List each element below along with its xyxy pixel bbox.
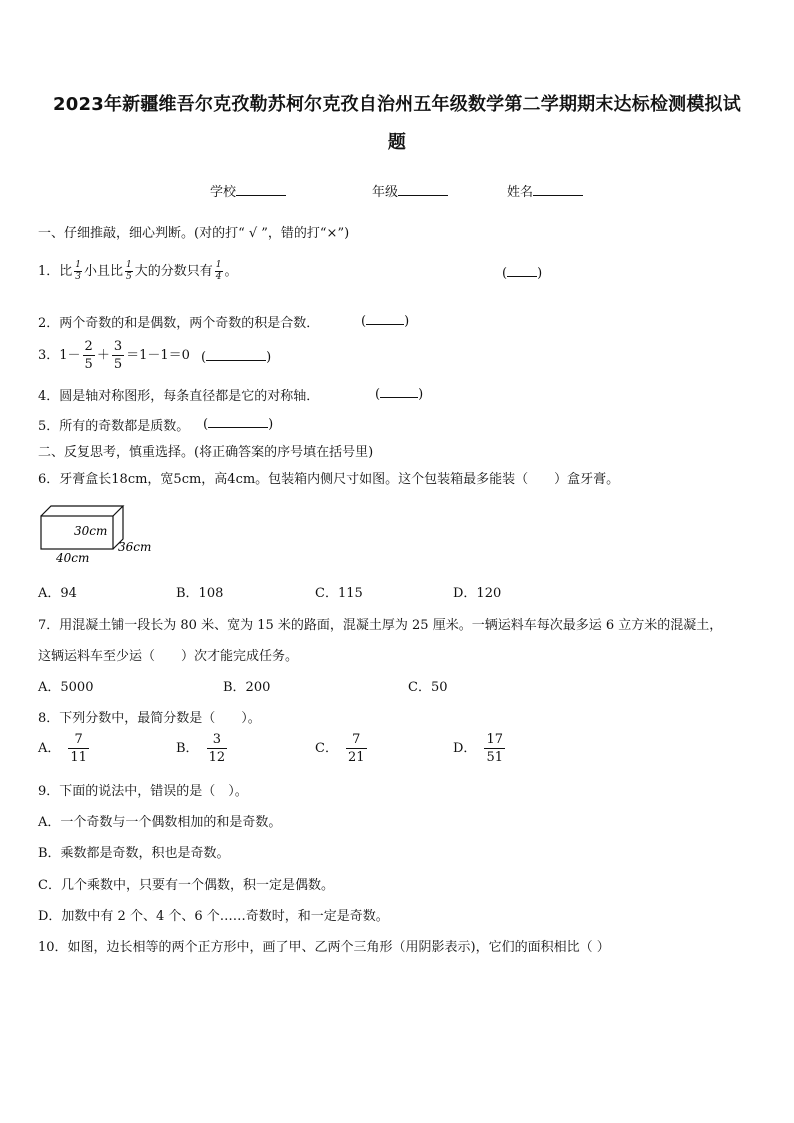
- q9-option-d[interactable]: D．加数中有 2 个、4 个、6 个……奇数时，和一定是奇数。: [38, 909, 389, 924]
- name-field: [507, 181, 583, 200]
- fraction: $\frac{2}{5}$: [84, 339, 93, 372]
- question-6: 6．牙膏盒长18cm，宽5cm，高4cm。包装箱内侧尺寸如图。这个包装箱最多能装（ ）盒牙膏。: [38, 472, 620, 487]
- q7-option-a[interactable]: A．5000: [38, 680, 94, 695]
- q6-option-a[interactable]: A．94: [38, 586, 77, 601]
- q8-option-b[interactable]: B． $\frac{3}{12}$: [176, 732, 226, 765]
- fraction: $\frac{3}{12}$: [208, 732, 226, 765]
- question-10: 10．如图，边长相等的两个正方形中，画了甲、乙两个三角形（用阴影表示)，它们的面积相比（ ）: [38, 940, 610, 955]
- question-3: 3．1－ $\frac{2}{5}$ ＋ $\frac{3}{5}$ ＝1－1＝0: [38, 339, 190, 372]
- fraction: $\frac{3}{5}$: [113, 339, 123, 372]
- school-field: [210, 181, 286, 200]
- box-length-label: 40cm: [56, 551, 90, 565]
- answer-blank-3[interactable]: ( ): [201, 350, 272, 365]
- q8-option-a[interactable]: A． $\frac{7}{11}$: [38, 732, 87, 765]
- title-line-2: 题: [387, 132, 407, 153]
- school-label: 学校: [210, 185, 237, 200]
- box-figure: [38, 504, 158, 568]
- name-label: 姓名: [507, 185, 534, 200]
- exam-title: [30, 86, 764, 162]
- question-1: 1．比 $\frac{1}{3}$ 小且比 $\frac{1}{5}$ 大的分数只有 $\frac{1}{4}$ 。: [38, 260, 238, 282]
- answer-blank-5[interactable]: ( ): [203, 417, 274, 432]
- box-width-label: 30cm: [74, 524, 108, 538]
- name-blank: [533, 182, 583, 196]
- box-depth-label: 36cm: [118, 540, 152, 554]
- title-line-1: 2023年新疆维吾尔克孜勒苏柯尔克孜自治州五年级数学第二学期期末达标检测模拟试: [53, 94, 741, 115]
- question-5: 5．所有的奇数都是质数。: [38, 419, 190, 434]
- question-8: 8．下列分数中，最简分数是（ ）。: [38, 711, 261, 726]
- question-7-line-2: 这辆运料车至少运（ ）次才能完成任务。: [38, 649, 299, 664]
- fraction: $\frac{1}{4}$: [215, 260, 222, 282]
- fraction: $\frac{1}{3}$: [75, 260, 82, 282]
- q6-option-c[interactable]: C．115: [315, 586, 363, 601]
- question-7-line-1: 7．用混凝土铺一段长为 80 米、宽为 15 米的路面，混凝土厚为 25 厘米。一辆运料车每次最多运 6 立方米的混凝土，: [38, 618, 723, 633]
- q8-option-d[interactable]: D． $\frac{17}{51}$: [453, 732, 503, 765]
- fraction: $\frac{7}{11}$: [70, 732, 87, 765]
- fraction: $\frac{7}{21}$: [347, 732, 365, 765]
- q9-option-a[interactable]: A．一个奇数与一个偶数相加的和是奇数。: [38, 815, 282, 830]
- grade-label: 年级: [372, 185, 399, 200]
- section-2-heading: 二、反复思考，慎重选择。(将正确答案的序号填在括号里): [38, 445, 374, 460]
- q7-option-b[interactable]: B．200: [223, 680, 271, 695]
- q6-option-d[interactable]: D．120: [453, 586, 502, 601]
- q6-option-b[interactable]: B．108: [176, 586, 224, 601]
- grade-field: [372, 181, 448, 200]
- answer-blank-1[interactable]: ( ): [502, 266, 543, 281]
- q7-option-c[interactable]: C．50: [408, 680, 448, 695]
- box-top-face: [41, 506, 123, 516]
- q9-option-c[interactable]: C．几个乘数中，只要有一个偶数，积一定是偶数。: [38, 878, 334, 893]
- q9-option-b[interactable]: B．乘数都是奇数，积也是奇数。: [38, 846, 230, 861]
- question-9: 9．下面的说法中，错误的是（ ）。: [38, 784, 248, 799]
- section-1-heading: 一、仔细推敲，细心判断。(对的打“ √ ”，错的打“×”): [38, 226, 350, 241]
- fraction: $\frac{1}{5}$: [126, 260, 132, 282]
- question-2: 2．两个奇数的和是偶数，两个奇数的积是合数．: [38, 316, 320, 331]
- answer-blank-4[interactable]: ( ): [375, 387, 424, 402]
- question-4: 4．圆是轴对称图形，每条直径都是它的对称轴．: [38, 389, 320, 404]
- fraction: $\frac{17}{51}$: [486, 732, 503, 765]
- answer-blank-2[interactable]: ( ): [361, 314, 410, 329]
- school-blank: [236, 182, 286, 196]
- grade-blank: [398, 182, 448, 196]
- q8-option-c[interactable]: C． $\frac{7}{21}$: [315, 732, 365, 765]
